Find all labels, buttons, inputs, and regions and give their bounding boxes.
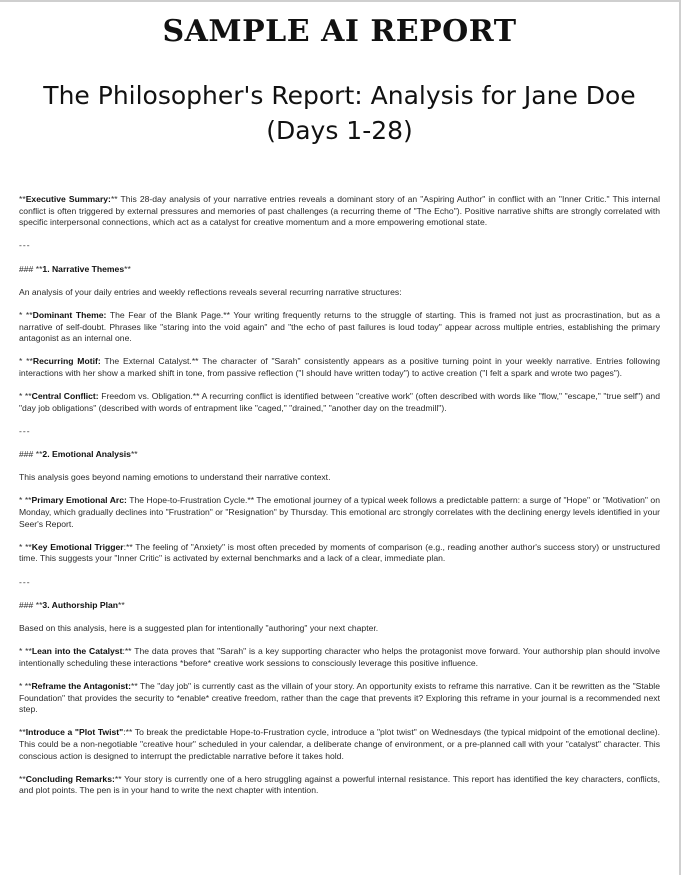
- list-item-label: Introduce a "Plot Twist": [25, 727, 124, 738]
- section-intro: Based on this analysis, here is a suggested plan for intentionally "authoring" your next chapter.: [19, 622, 379, 633]
- md-marker: **: [130, 449, 138, 460]
- list-item-label: Central Conflict:: [31, 391, 99, 402]
- section-heading-text: 3. Authorship Plan: [42, 599, 119, 610]
- concluding-remarks-text: ** Your story is currently one of a hero struggling against a powerful internal resistance. This report has identified the key characters, conflicts, and plot points. The pen is in your hand to write the next chapter with intention.: [19, 773, 660, 796]
- md-marker: ### **: [19, 263, 43, 274]
- separator: ---: [19, 576, 31, 587]
- section-heading-text: 1. Narrative Themes: [42, 263, 125, 274]
- section-intro: This analysis goes beyond naming emotions to understand their narrative context.: [19, 472, 331, 483]
- list-item-primary-emotional-arc: [19, 495, 660, 530]
- list-item-central-conflict: [19, 391, 660, 414]
- list-item-text: The External Catalyst.** The character of "Sarah" consistently appears as a positive turning point in your weekly narrative. Entries following interactions with her show a marked shift in tone, from passive reflection ("I should have written today") to active creation ("I felt a spark and wrote two pages").: [19, 356, 660, 378]
- md-marker: * **: [19, 356, 33, 367]
- list-item-text: :** The data proves that "Sarah" is a key supporting character who helps the protagonist move forward. Your authorship plan should involve intentionally scheduling these interactions *before* creative work sessions to consciously leverage this positive influence.: [19, 646, 661, 668]
- report-banner: SAMPLE AI REPORT: [162, 14, 517, 49]
- md-marker: **: [19, 773, 26, 784]
- md-marker: * **: [19, 646, 32, 657]
- concluding-remarks: [19, 774, 660, 797]
- md-marker: **: [124, 263, 131, 274]
- md-marker: **: [19, 194, 26, 204]
- list-item-text: ** The "day job" is currently cast as the villain of your story. An opportunity exists to reframe this narrative. Can it be rewritten as the "Stable Foundation" that provides the security to *enable* creative freedom, rather than the cage that prevents it? Exploring this reframe in your journal is a recommended next step.: [19, 680, 660, 715]
- md-marker: ### **: [19, 599, 43, 610]
- executive-summary-label: Executive Summary:: [25, 194, 111, 204]
- md-marker: * **: [19, 495, 32, 506]
- report-title: The Philosopher's Report: Analysis for Jane Doe (Days 1-28): [43, 81, 636, 145]
- list-item-recurring-motif: [19, 356, 660, 379]
- list-item-label: Dominant Theme:: [32, 309, 107, 320]
- list-item-text: The Hope-to-Frustration Cycle.** The emotional journey of a typical week follows a predictable pattern: a surge of "Hope" or "Motivation" on Monday, which gradually declines into "Frustration" or "Resignation" by Thursday. This emotional arc strongly correlates with the declining energy levels identified in your Seer's Report.: [19, 495, 660, 529]
- list-item-label: Reframe the Antagonist:: [31, 680, 132, 691]
- separator: ---: [19, 240, 31, 251]
- list-item-text: Freedom vs. Obligation.** A recurring conflict is identified between "creative work" (often described with words like "flow," "escape," "true self") and "day job obligations" (described with words of entrapment like "caged," "drained," "another day on the treadmill").: [19, 391, 660, 413]
- section-intro: An analysis of your daily entries and weekly reflections reveals several recurring narrative structures:: [19, 286, 402, 297]
- section-heading-narrative-themes: [19, 264, 660, 276]
- list-item-label: Lean into the Catalyst: [31, 646, 123, 657]
- separator: ---: [19, 425, 31, 436]
- md-marker: * **: [19, 541, 32, 552]
- list-item-text: The Fear of the Blank Page.** Your writing frequently returns to the struggle of starting. This is framed not just as procrastination, but as a narrative of self-doubt. Phrases like "staring into the void again" and "the echo of past failures is loud today" appear across multiple entries, establishing the primary antagonist as an internal one.: [19, 309, 661, 344]
- list-item-text: :** The feeling of "Anxiety" is most often preceded by moments of comparison (e.g., reading another author's success story) or unstructured time. This suggests your "Inner Critic" is activated by external benchmarks and a lack of a clear, immediate plan.: [19, 541, 660, 564]
- concluding-remarks-label: Concluding Remarks:: [25, 773, 115, 784]
- md-marker: **: [110, 194, 118, 204]
- section-heading-emotional-analysis: [19, 449, 660, 461]
- md-marker: * **: [19, 680, 32, 691]
- list-item-label: Recurring Motif:: [32, 356, 101, 367]
- list-item-dominant-theme: [19, 310, 660, 345]
- md-marker: **: [19, 727, 26, 738]
- executive-summary: [19, 194, 660, 229]
- executive-summary-text: This 28-day analysis of your narrative entries reveals a dominant story of an "Aspiring Author" in conflict with an "Inner Critic." This internal conflict is often triggered by external pressures and memories of past challenges (a recurring theme of "The Echo"). Positive narrative shifts are strongly correlated with specific interpersonal connections, which act as a catalyst for creative momentum and a more empowering emotional state.: [19, 194, 660, 228]
- list-item-reframe-antagonist: [19, 681, 660, 716]
- md-marker: **: [118, 599, 125, 610]
- list-item-label: Primary Emotional Arc:: [31, 495, 127, 506]
- report-content: [19, 194, 660, 797]
- list-item-label: Key Emotional Trigger: [31, 541, 124, 552]
- list-item-lean-into-catalyst: [19, 646, 660, 669]
- list-item-key-emotional-trigger: [19, 542, 660, 565]
- list-item-plot-twist: [19, 727, 660, 762]
- md-marker: ### **: [19, 449, 43, 460]
- md-marker: * **: [19, 309, 33, 320]
- md-marker: * **: [19, 391, 32, 402]
- list-item-text: :** To break the predictable Hope-to-Frustration cycle, introduce a "plot twist" on Wednesdays (the typical midpoint of the emotional decline). This could be a non-negotiable "creative hour" scheduled in your calendar, a deliberate change of environment, or a pre-planned call with your "catalyst" character. This conscious action is designed to interrupt the predictable narrative before it takes hold.: [19, 727, 661, 761]
- section-heading-authorship-plan: [19, 600, 660, 612]
- section-heading-text: 2. Emotional Analysis: [42, 449, 131, 460]
